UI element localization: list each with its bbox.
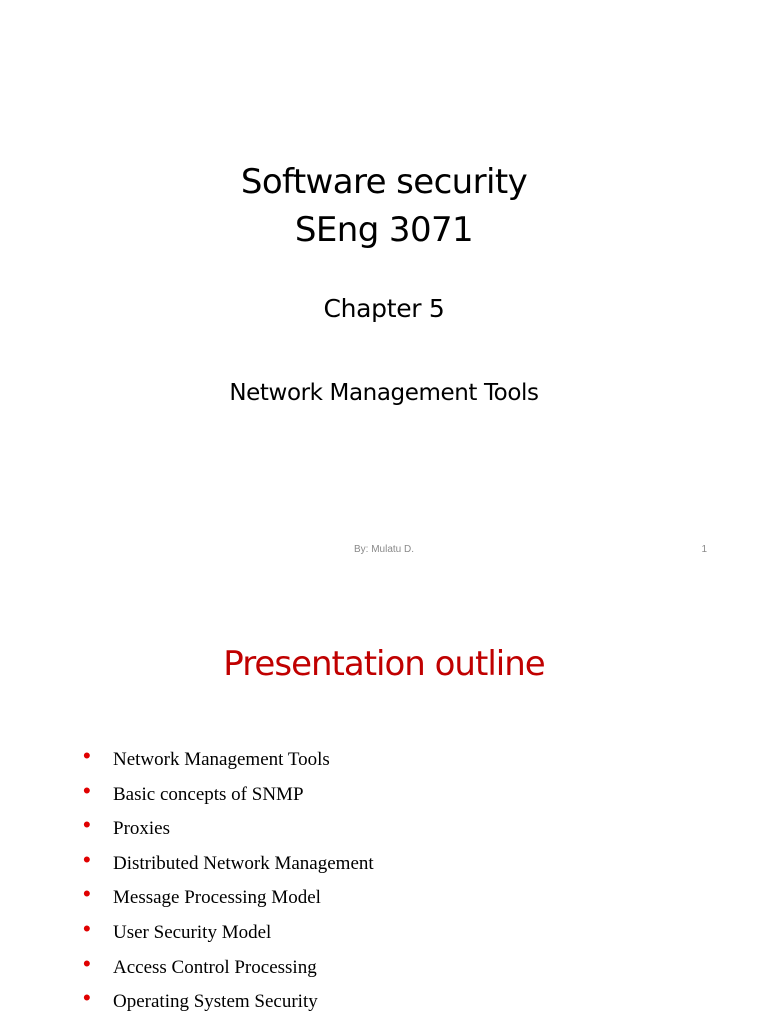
page-number: 1: [701, 544, 707, 555]
outline-item: [0, 881, 768, 921]
outline-item-label: Access Control Processing: [113, 956, 317, 978]
outline-item-label: Operating System Security: [113, 991, 318, 1013]
course-code: SEng 3071: [294, 210, 474, 250]
bullet-icon: •: [83, 777, 91, 803]
outline-item-label: User Security Model: [113, 921, 272, 943]
bullet-icon: •: [83, 846, 91, 872]
bullet-icon: •: [83, 743, 91, 768]
title-block: [0, 158, 768, 408]
outline-item-label: Distributed Network Management: [113, 852, 374, 874]
course-title: Software security: [240, 162, 528, 202]
bullet-icon: •: [83, 881, 91, 907]
bullet-icon: •: [83, 985, 91, 1011]
outline-item: [0, 985, 768, 1025]
footer-author: By: Mulatu D.: [353, 544, 415, 555]
outline-item-label: Proxies: [113, 818, 170, 840]
outline-item: [0, 777, 768, 818]
outline-item: [0, 950, 768, 991]
outline-item: [0, 743, 768, 783]
outline-list: [0, 743, 768, 1025]
outline-title: Presentation outline: [223, 644, 545, 684]
outline-item: [0, 846, 768, 887]
outline-item-label: Message Processing Model: [113, 887, 321, 909]
bullet-icon: •: [83, 915, 91, 941]
outline-item-label: Network Management Tools: [113, 749, 330, 770]
bullet-icon: •: [83, 812, 91, 838]
outline-item: [0, 812, 768, 852]
chapter-subtitle: Network Management Tools: [229, 380, 539, 406]
outline-slide: [0, 576, 768, 1024]
outline-item-label: Basic concepts of SNMP: [113, 783, 304, 805]
bullet-icon: •: [83, 950, 91, 976]
outline-item: [0, 915, 768, 956]
chapter-heading: Chapter 5: [323, 294, 445, 323]
